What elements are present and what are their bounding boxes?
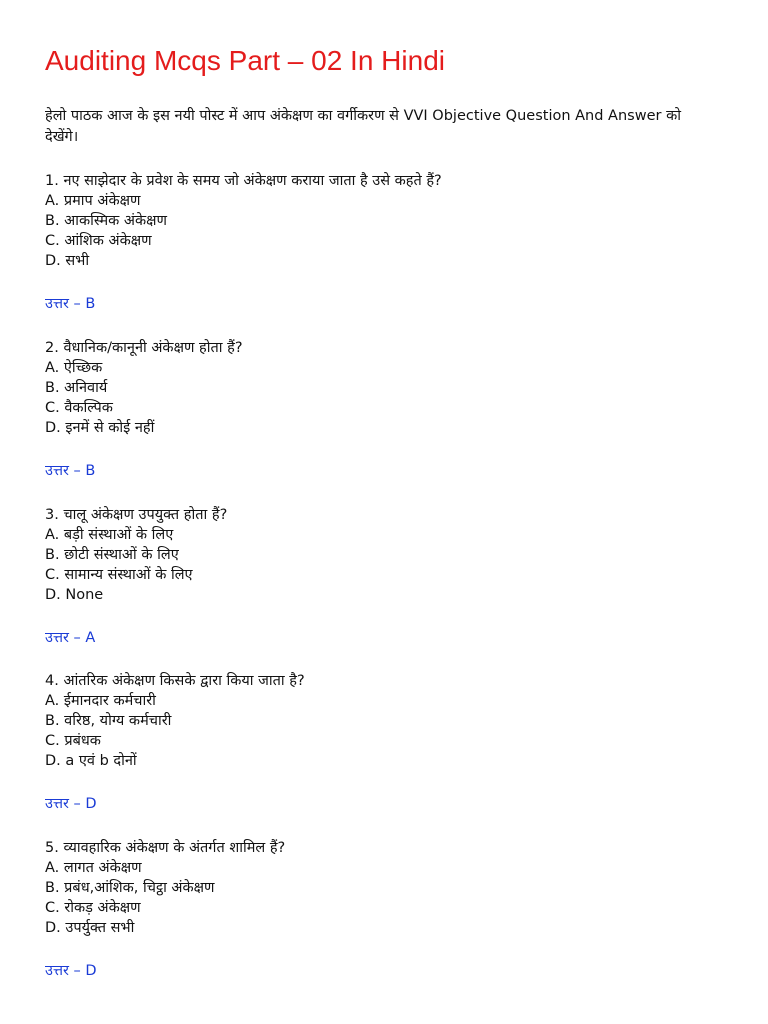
option-d: D. इनमें से कोई नहीं [45,420,155,436]
option-c: C. रोकड़ अंकेक्षण [45,900,141,916]
option-b: B. वरिष्ठ, योग्य कर्मचारी [45,713,172,729]
option-b: B. आकस्मिक अंकेक्षण [45,213,168,229]
question-text: 4. आंतरिक अंकेक्षण किसके द्वारा किया जाता है? [45,673,305,689]
option-c: C. आंशिक अंकेक्षण [45,233,152,249]
option-d: D. सभी [45,253,90,269]
question-block-5 [45,838,705,981]
answer-label: उत्तर – D [45,963,97,979]
answer-label: उत्तर – B [45,296,96,312]
option-d: D. उपर्युक्त सभी [45,920,135,936]
intro-paragraph: हेलो पाठक आज के इस नयी पोस्ट में आप अंकेक्षण का वर्गीकरण से VVI Objective Question And Answer को देखेंगे। [45,108,681,145]
answer-label: उत्तर – A [45,630,96,646]
option-a: A. ईमानदार कर्मचारी [45,693,156,709]
option-d: D. a एवं b दोनों [45,753,137,769]
page-title: Auditing Mcqs Part – 02 In Hindi [45,45,445,76]
question-text: 3. चालू अंकेक्षण उपयुक्त होता हैं? [45,507,228,523]
answer-label: उत्तर – D [45,796,97,812]
option-b: B. अनिवार्य [45,380,108,396]
question-block-4 [45,671,705,814]
option-b: B. प्रबंध,आंशिक, चिट्ठा अंकेक्षण [45,880,215,896]
option-b: B. छोटी संस्थाओं के लिए [45,547,179,563]
option-a: A. लागत अंकेक्षण [45,860,142,876]
option-d: D. None [45,587,104,603]
option-c: C. सामान्य संस्थाओं के लिए [45,567,193,583]
question-text: 5. व्यावहारिक अंकेक्षण के अंतर्गत शामिल हैं? [45,840,286,856]
question-block-3 [45,505,705,648]
option-c: C. वैकल्पिक [45,400,113,416]
option-c: C. प्रबंधक [45,733,101,749]
option-a: A. प्रमाप अंकेक्षण [45,193,141,209]
question-block-2 [45,338,705,481]
option-a: A. ऐच्छिक [45,360,103,376]
question-text: 1. नए साझेदार के प्रवेश के समय जो अंकेक्षण कराया जाता है उसे कहते हैं? [45,173,442,189]
answer-label: उत्तर – B [45,463,96,479]
question-block-1 [45,171,705,314]
question-text: 2. वैधानिक/कानूनी अंकेक्षण होता हैं? [45,340,243,356]
option-a: A. बड़ी संस्थाओं के लिए [45,527,174,543]
